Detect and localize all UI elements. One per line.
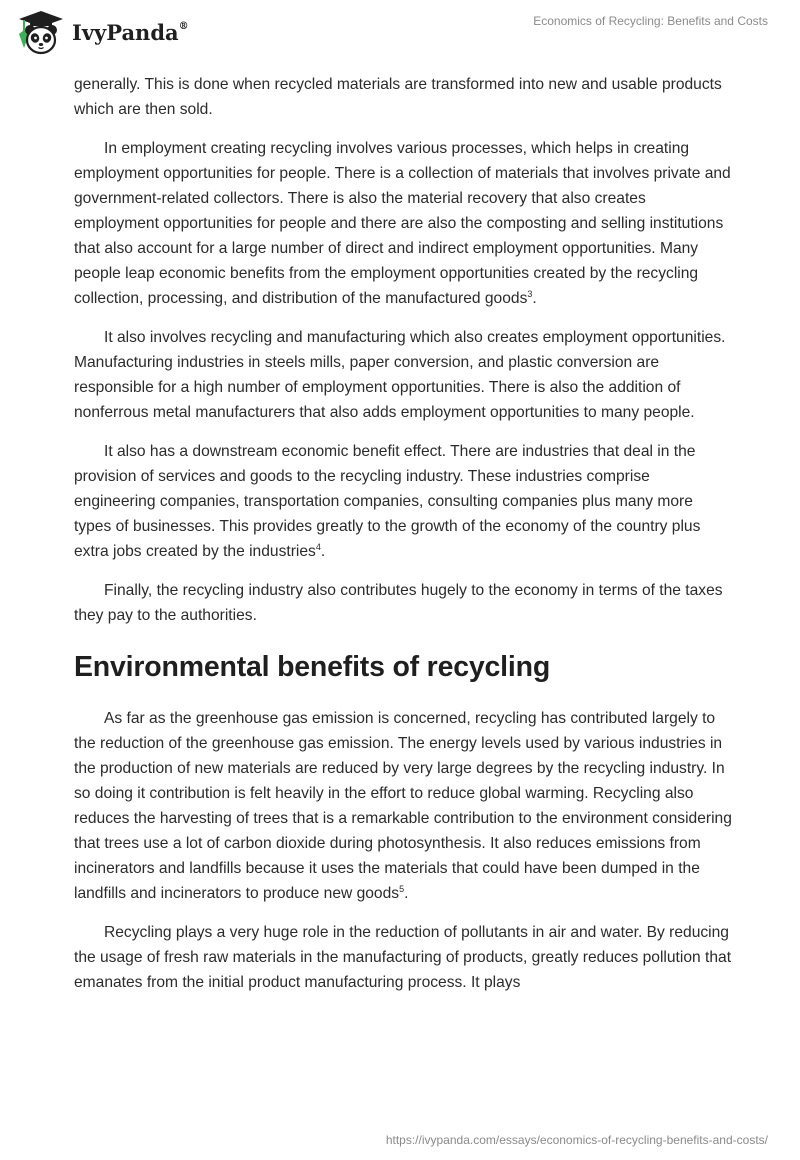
logo-wordmark: IvyPanda® bbox=[72, 19, 189, 45]
paragraph-downstream: It also has a downstream economic benefit effect. There are industries that deal in the provision of services and goods to the recycling industry. These industries comprise engineering companies, transportation companies, consulting companies plus many more types of businesses. This provides greatly to the growth of the economy of the country plus extra jobs created by the industries$^4$. bbox=[74, 443, 701, 560]
footnote-ref-3[interactable]: 3 bbox=[527, 288, 533, 299]
page-header bbox=[0, 0, 800, 70]
ivypanda-logo[interactable] bbox=[16, 8, 189, 58]
footer-url-link[interactable]: https://ivypanda.com/essays/economics-of-recycling-benefits-and-costs/ bbox=[385, 1133, 768, 1147]
document-title: Economics of Recycling: Benefits and Costs bbox=[533, 14, 768, 28]
footnote-ref-4[interactable]: 4 bbox=[315, 541, 321, 552]
article-body bbox=[74, 72, 734, 1009]
section-heading-environmental: Environmental benefits of recycling bbox=[74, 651, 551, 683]
panda-graduate-icon bbox=[16, 8, 66, 58]
paragraph-greenhouse: As far as the greenhouse gas emission is concerned, recycling has contributed largely to the reduction of the greenhouse gas emission. The energy levels used by various industries in the production of new materials are reduced by very large degrees by the recycling industry. In so doing it contribution is felt heavily in the effort to reduce global warming. Recycling also reduces the harvesting of trees that is a remarkable contribution to the environment considering that trees use a lot of carbon dioxide during photosynthesis. It also reduces emissions from incinerators and landfills because it uses the materials that could have been dumped in the landfills and incinerators to produce new goods$^5$. bbox=[74, 710, 732, 902]
paragraph-continuation: generally. This is done when recycled materials are transformed into new and usable products which are then sold. bbox=[74, 76, 722, 118]
paragraph-manufacturing: It also involves recycling and manufacturing which also creates employment opportunities. Manufacturing industries in steels mills, paper conversion, and plastic conversion are responsible for a high number of employment opportunities. There is also the addition of nonferrous metal manufacturers that also adds employment opportunities to many people. bbox=[74, 329, 726, 421]
paragraph-employment: In employment creating recycling involves various processes, which helps in creating employment opportunities for people. There is a collection of materials that involves private and government-related collectors. There is also the material recovery that also creates employment opportunities for people and there are also the composting and selling institutions that also account for a large number of direct and indirect employment opportunities. Many people leap economic benefits from the employment opportunities created by the recycling collection, processing, and distribution of the manufactured goods$^3$. bbox=[74, 140, 731, 307]
footnote-ref-5[interactable]: 5 bbox=[399, 883, 405, 894]
paragraph-pollutants: Recycling plays a very huge role in the reduction of pollutants in air and water. By reducing the usage of fresh raw materials in the manufacturing of products, greatly reduces pollution that emanates from the initial product manufacturing process. It plays bbox=[74, 924, 732, 991]
paragraph-taxes: Finally, the recycling industry also contributes hugely to the economy in terms of the taxes they pay to the authorities. bbox=[74, 582, 723, 624]
